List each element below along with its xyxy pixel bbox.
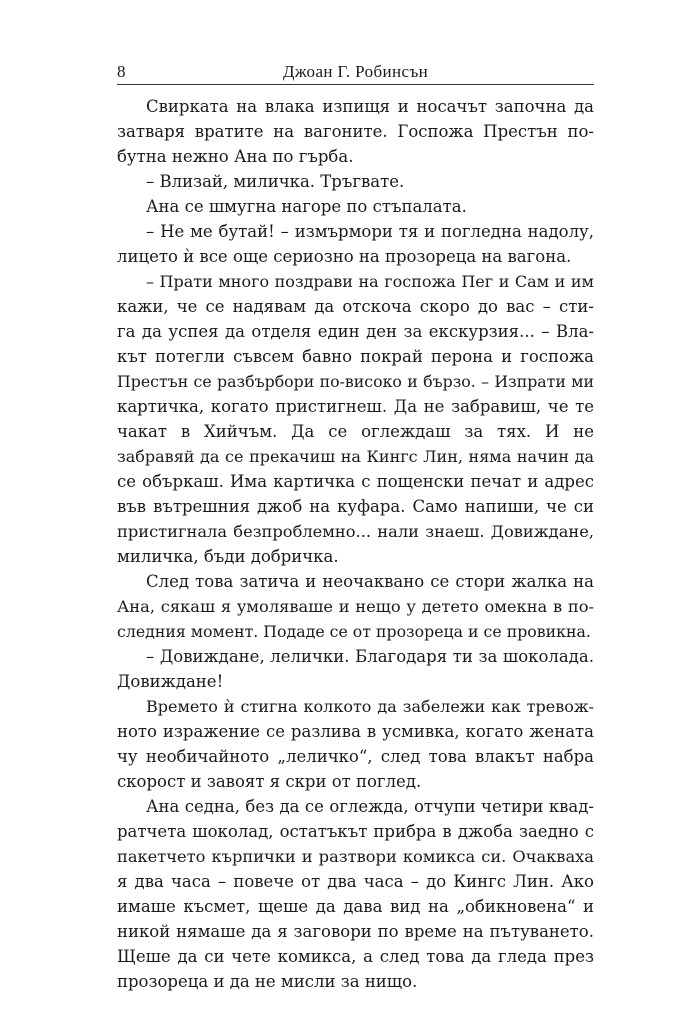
text-line: лицето ѝ все още сериозно на прозореца на вагона. <box>117 247 572 266</box>
text-line: се объркаш. Има картичка с пощенски печат и адрес <box>117 472 594 491</box>
text-line: Свирката на влака изпищя и носачът започна да <box>146 97 594 116</box>
running-head-author: Джоан Г. Робинсън <box>282 62 429 81</box>
text-line: забравяй да се прекачиш на Кингс Лин, няма начин да <box>117 447 594 466</box>
text-line: никой нямаше да я заговори по време на пътуването. <box>117 922 594 941</box>
header-rule <box>117 84 594 85</box>
text-line: във вътрешния джоб на куфара. Само напиши, че си <box>117 497 594 516</box>
text-line: прозореца и да не мисли за нищо. <box>117 972 418 991</box>
text-line: затваря вратите на вагоните. Госпожа Престън по- <box>117 122 594 141</box>
text-line: следния момент. Подаде се от прозореца и се провикна. <box>117 622 591 641</box>
text-line: – Не ме бутай! – измърмори тя и погледна надолу, <box>146 222 594 241</box>
text-line: – Влизай, миличка. Тръгвате. <box>146 172 405 191</box>
text-line: га да успея да отделя един ден за екскурзия... – Вла- <box>117 322 594 341</box>
text-line: След това затича и неочаквано се стори жалка на <box>146 572 594 591</box>
text-line: Времето ѝ стигна колкото да забележи как тревож- <box>146 697 594 716</box>
text-line: имаше късмет, щеше да дава вид на „обикновена“ и <box>117 897 594 916</box>
text-line: я два часа – повече от два часа – до Кингс Лин. Ако <box>117 872 594 891</box>
text-line: Довиждане! <box>117 672 224 691</box>
text-line: – Прати много поздрави на госпожа Пег и Сам и им <box>146 272 594 291</box>
page-number: 8 <box>117 62 126 81</box>
text-line: бутна нежно Ана по гърба. <box>117 147 354 166</box>
text-line: скорост и завоят я скри от поглед. <box>117 772 422 791</box>
text-line: чу необичайното „леличко“, след това влакът набра <box>117 747 594 766</box>
text-line: – Довиждане, лелички. Благодаря ти за шоколада. <box>146 647 594 666</box>
text-line: ратчета шоколад, остатъкът прибра в джоба заедно с <box>117 822 594 841</box>
text-line: Престън се разбърбори по-високо и бързо. – Изпрати ми <box>117 372 594 391</box>
text-line: кажи, че се надявам да отскоча скоро до вас – сти- <box>117 297 594 316</box>
text-line: миличка, бъди добричка. <box>117 547 339 566</box>
text-line: чакат в Хийчъм. Да се оглеждаш за тях. И не <box>117 422 594 441</box>
page-header <box>117 60 594 84</box>
text-line: пристигнала безпроблемно... нали знаеш. Довиждане, <box>117 522 594 541</box>
text-line: пакетчето кърпички и разтвори комикса си. Очакваха <box>117 847 594 866</box>
text-line: кът потегли съвсем бавно покрай перона и госпожа <box>117 347 594 366</box>
text-line: ното изражение се разлива в усмивка, когато жената <box>117 722 594 741</box>
text-line: картичка, когато пристигнеш. Да не забравиш, че те <box>117 397 594 416</box>
text-line: Щеше да си чете комикса, а след това да гледа през <box>117 947 594 966</box>
text-line: Ана се шмугна нагоре по стъпалата. <box>146 197 467 216</box>
text-line: Ана седна, без да се оглежда, отчупи четири квад- <box>146 797 594 816</box>
text-line: Ана, сякаш я умоляваше и нещо у детето омекна в по- <box>117 597 594 616</box>
body-text <box>117 94 594 994</box>
